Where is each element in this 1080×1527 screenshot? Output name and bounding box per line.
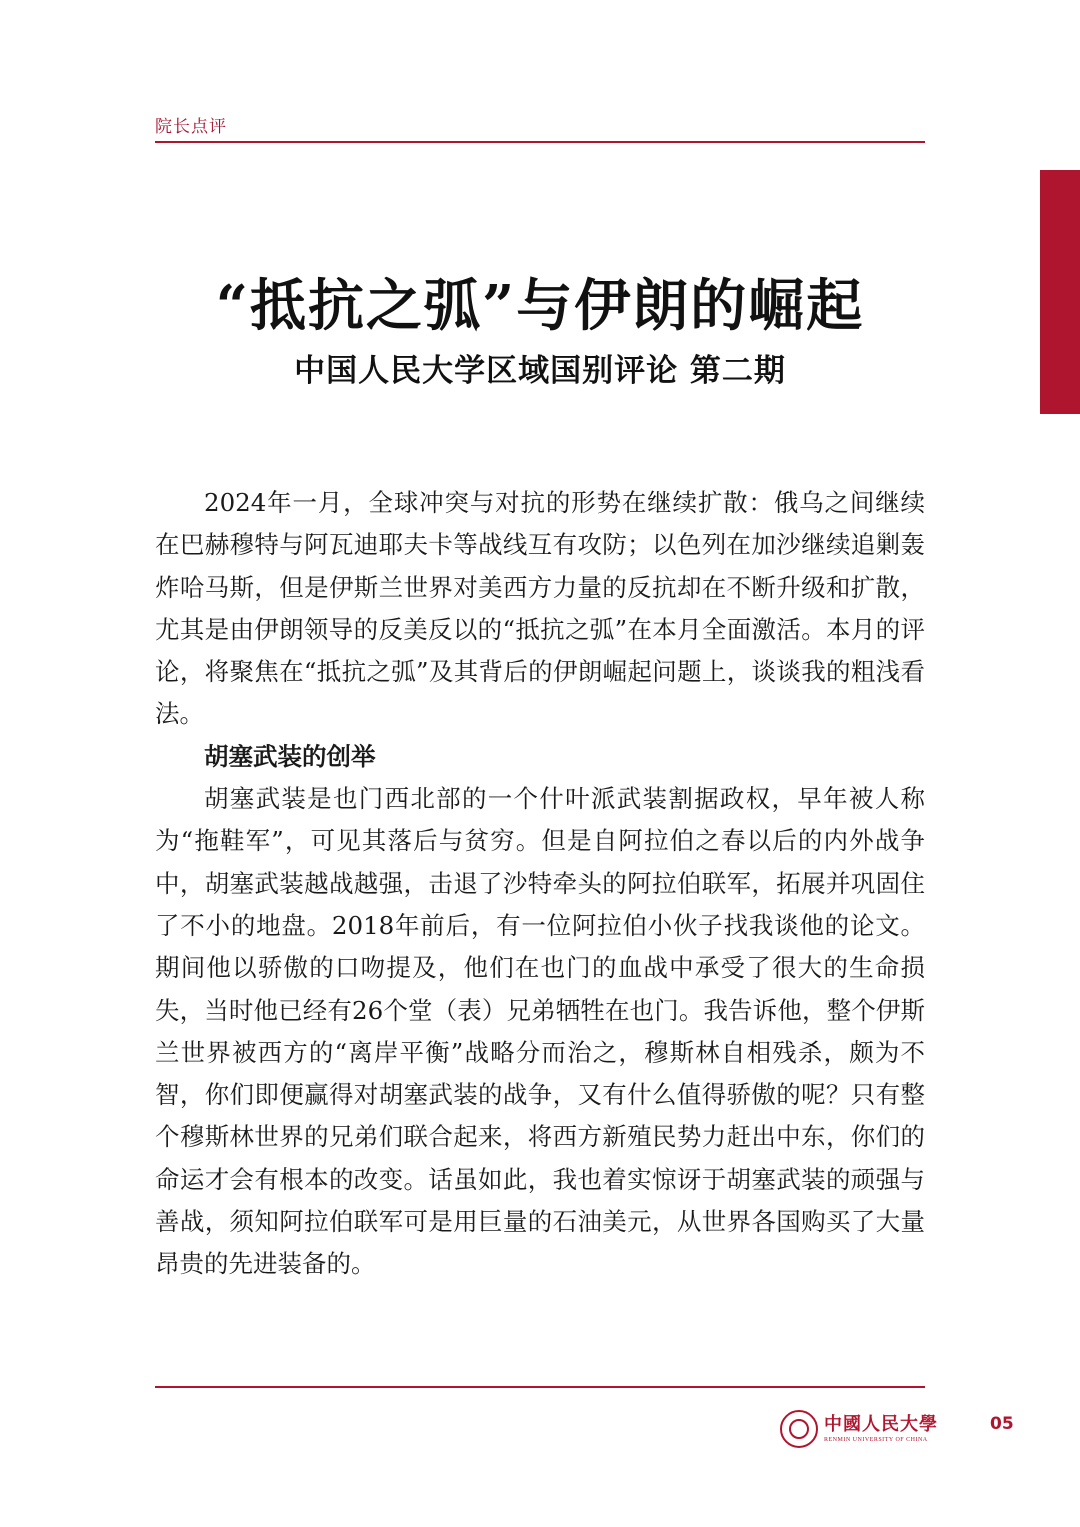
section-label: 院长点评 xyxy=(155,117,227,137)
university-seal-icon xyxy=(780,1410,818,1448)
university-logo xyxy=(780,1408,938,1450)
paragraph-intro: 2024年一月，全球冲突与对抗的形势在继续扩散：俄乌之间继续在巴赫穆特与阿瓦迪耶夫卡等战线互有攻防；以色列在加沙继续追剿轰炸哈马斯，但是伊斯兰世界对美西方力量的反抗却在不断升级和扩散，尤其是由伊朗领导的反美反以的“抵抗之弧”在本月全面激活。本月的评论，将聚焦在“抵抗之弧”及其背后的伊朗崛起问题上，谈谈我的粗浅看法。 xyxy=(155,488,925,729)
article-body xyxy=(155,482,925,1286)
article-subtitle: 中国人民大学区域国别评论 第二期 xyxy=(294,353,786,389)
header-divider xyxy=(155,141,925,143)
logo-english-name: RENMIN UNIVERSITY OF CHINA xyxy=(824,1436,928,1443)
paragraph-houthi: 胡塞武装是也门西北部的一个什叶派武装割据政权，早年被人称为“拖鞋军”，可见其落后与贫穷。但是自阿拉伯之春以后的内外战争中，胡塞武装越战越强，击退了沙特牵头的阿拉伯联军，拓展并巩固住了不小的地盘。2018年前后，有一位阿拉伯小伙子找我谈他的论文。期间他以骄傲的口吻提及，他们在也门的血战中承受了很大的生命损失，当时他已经有26个堂（表）兄弟牺牲在也门。我告诉他，整个伊斯兰世界被西方的“离岸平衡”战略分而治之，穆斯林自相残杀，颇为不智，你们即便赢得对胡塞武装的战争，又有什么值得骄傲的呢？只有整个穆斯林世界的兄弟们联合起来，将西方新殖民势力赶出中东，你们的命运才会有根本的改变。话虽如此，我也着实惊讶于胡塞武装的顽强与善战，须知阿拉伯联军可是用巨量的石油美元，从世界各国购买了大量昂贵的先进装备的。 xyxy=(155,784,925,1279)
footer-divider xyxy=(155,1386,925,1388)
section-heading: 胡塞武装的创举 xyxy=(204,741,376,771)
logo-chinese-name: 中國人民大學 xyxy=(824,1413,938,1435)
article-title: “抵抗之弧”与伊朗的崛起 xyxy=(215,273,865,339)
page-number: 05 xyxy=(990,1414,1014,1434)
